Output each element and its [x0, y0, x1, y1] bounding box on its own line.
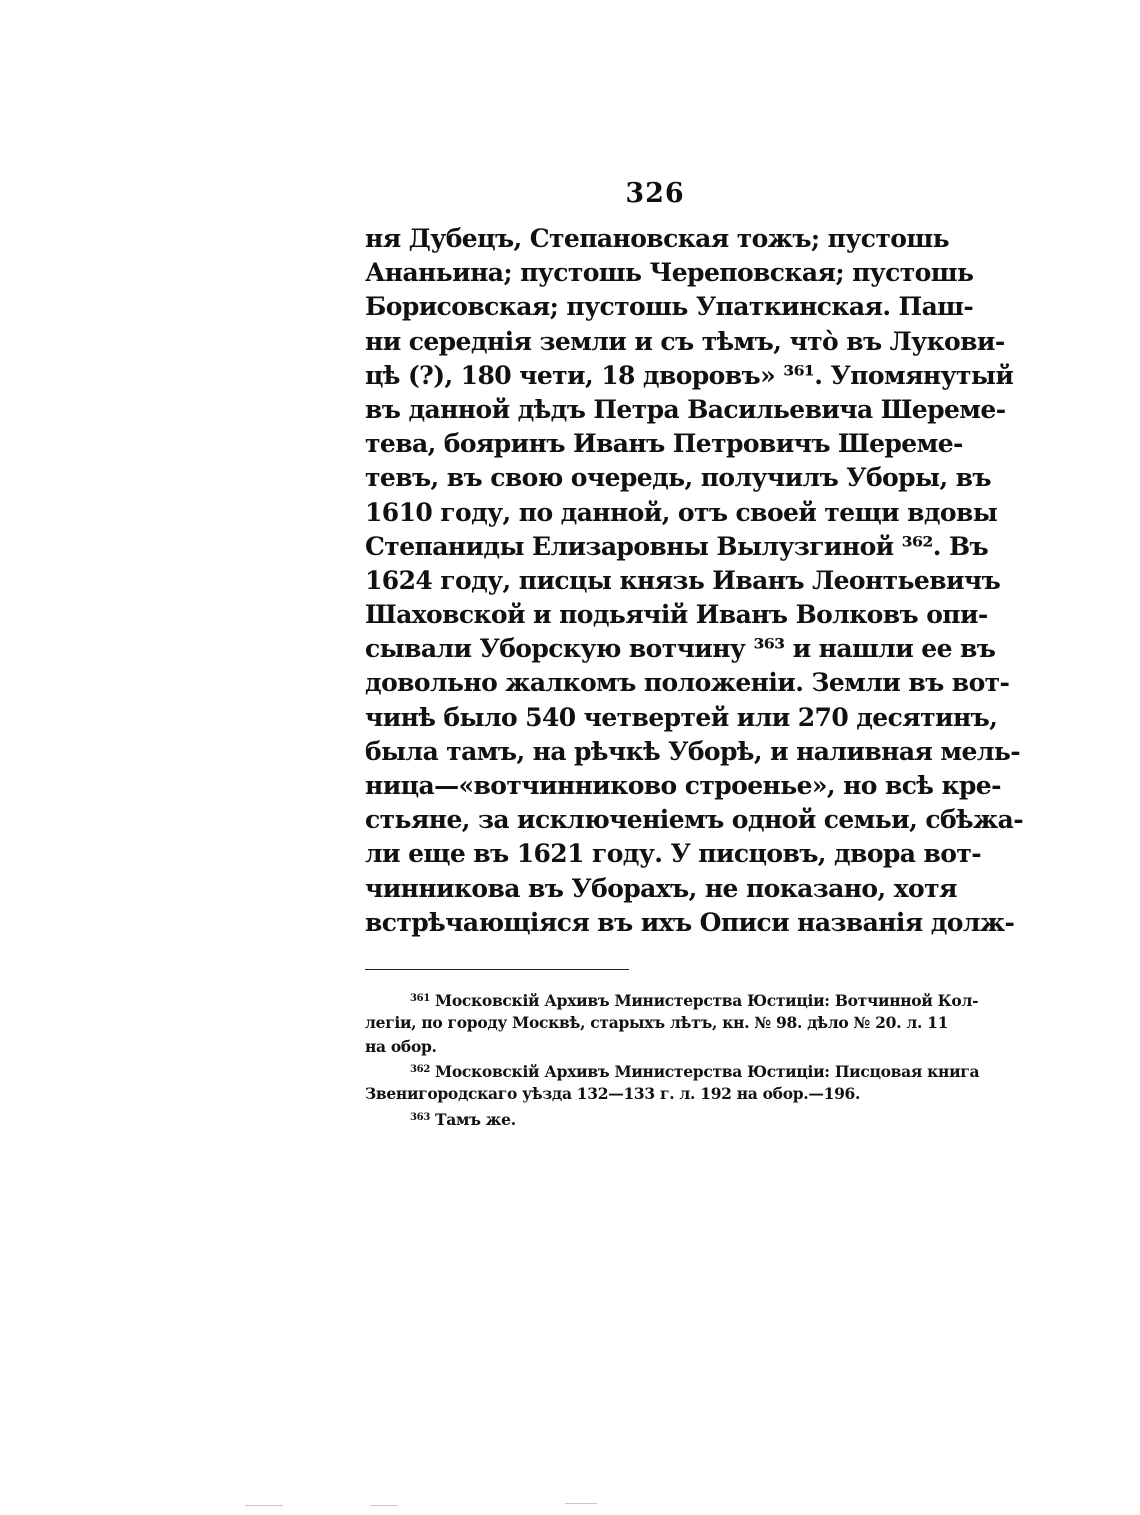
- text-line: встрѣчающіяся въ ихъ Описи названія долж-: [365, 907, 1015, 937]
- text-line: чинѣ было 540 четвертей или 270 десятинъ,: [365, 702, 998, 732]
- text-line: ни середнія земли и съ тѣмъ, что̀ въ Лукови-: [365, 326, 1005, 356]
- text-line: 1624 году, писцы князь Иванъ Леонтьевичъ: [365, 565, 1001, 595]
- text-line: ница—«вотчинниково строенье», но всѣ кре-: [365, 771, 1001, 800]
- footnote-361-line: [365, 987, 979, 1011]
- footnote-text: Тамъ же.: [434, 1109, 516, 1129]
- footnote-361-line: на обор.: [365, 1036, 437, 1056]
- footnote-ref: 361: [410, 993, 430, 1004]
- text-line: чинникова въ Уборахъ, не показано, хотя: [365, 873, 957, 903]
- page-number: 326: [625, 178, 685, 209]
- text-line: тева, бояринъ Иванъ Петровичъ Шереме-: [365, 429, 963, 459]
- footnote-ref: 362: [410, 1064, 430, 1076]
- footnote-361-line: легіи, по городу Москвѣ, старыхъ лѣтъ, кн. № 98. дѣло № 20. л. 11: [365, 1012, 949, 1032]
- footnotes: [365, 987, 980, 1130]
- text-line: Степаниды Елизаровны Вылузгиной ³⁶². Въ: [365, 531, 989, 561]
- text-line: 1610 году, по данной, отъ своей тещи вдовы: [365, 497, 998, 527]
- text-line: тевъ, въ свою очередь, получилъ Уборы, въ: [365, 463, 991, 493]
- text-line: Шаховской и подьячій Иванъ Волковъ опи-: [365, 600, 988, 630]
- footnote-text: Московскій Архивъ Министерства Юстиціи: Вотчинной Кол-: [434, 991, 979, 1010]
- text-line: ли еще въ 1621 году. У писцовъ, двора вот-: [365, 839, 981, 869]
- text-line: довольно жалкомъ положеніи. Земли въ вот-: [365, 668, 1010, 698]
- footnote-362-line: Звенигородскаго уѣзда 132—133 г. л. 192 на обор.—196.: [365, 1084, 861, 1104]
- text-line: была тамъ, на рѣчкѣ Уборѣ, и наливная мель-: [365, 736, 1020, 766]
- footnote-ref: 363: [410, 1111, 430, 1123]
- footnote-363-line: [365, 1106, 943, 1130]
- scan-speck: [245, 1505, 283, 1506]
- scan-speck: [370, 1505, 398, 1506]
- footnote-separator: [365, 969, 629, 970]
- text-line: сывали Уборскую вотчину ³⁶³ и нашли ее въ: [365, 634, 996, 664]
- text-line: цѣ (?), 180 чети, 18 дворовъ» ³⁶¹. Упомянутый: [365, 360, 1014, 390]
- main-text: [365, 222, 1024, 940]
- text-line: Борисовская; пустошь Упаткинская. Паш-: [365, 292, 974, 322]
- text-line: въ данной дѣдъ Петра Васильевича Шереме-: [365, 394, 1006, 424]
- text-line: стьяне, за исключеніемъ одной семьи, сбѣжа-: [365, 805, 1024, 835]
- footnote-362-line: [365, 1058, 980, 1082]
- text-line: ня Дубецъ, Степановская тожъ; пустошь: [365, 224, 949, 253]
- footnote-text: Московскій Архивъ Министерства Юстиціи: Писцовая книга: [434, 1062, 980, 1082]
- scan-speck: [565, 1503, 597, 1504]
- text-line: Ананьина; пустошь Череповская; пустошь: [365, 258, 974, 288]
